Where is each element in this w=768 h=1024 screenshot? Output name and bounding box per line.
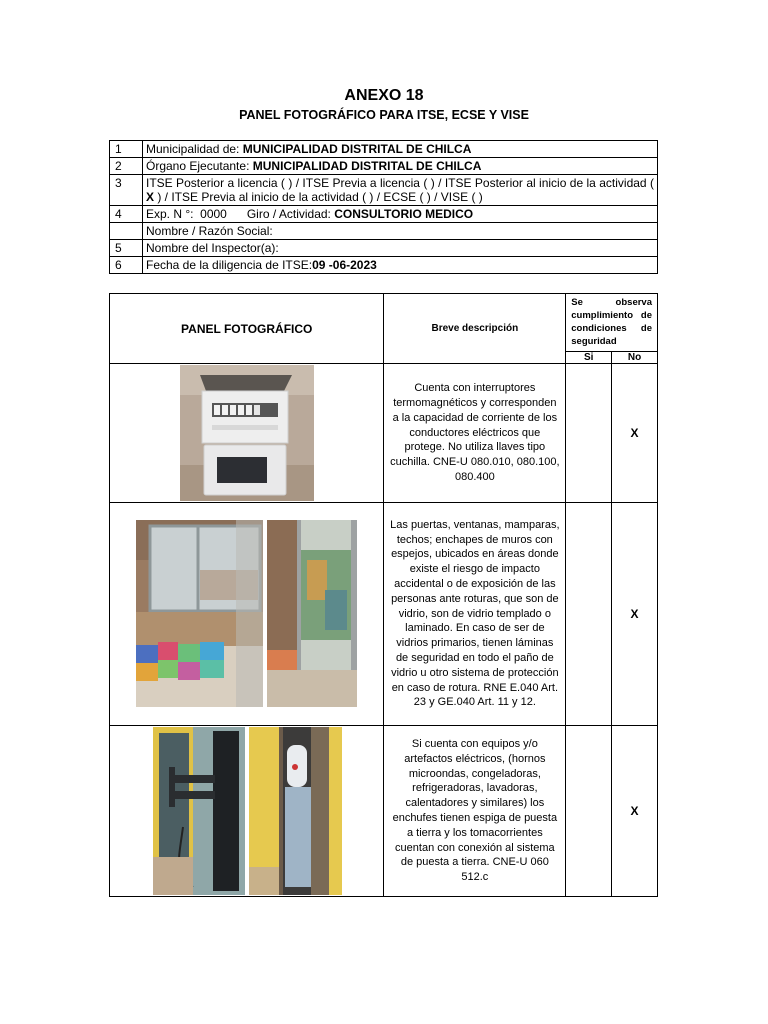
row-3-no: X	[612, 726, 658, 897]
photo-cell-3	[110, 726, 384, 897]
row-number: 3	[110, 175, 143, 206]
date-label: Fecha de la diligencia de ITSE:	[146, 258, 313, 272]
window-photo	[136, 520, 263, 707]
business-name-label: Nombre / Razón Social:	[143, 223, 658, 240]
municipality-label: Municipalidad de:	[146, 142, 243, 156]
info-row-6	[110, 257, 658, 274]
info-row-3	[110, 175, 658, 206]
row-1-no: X	[612, 364, 658, 503]
info-row-5	[110, 240, 658, 257]
activity-value: CONSULTORIO MEDICO	[334, 207, 474, 221]
header-description: Breve descripción	[384, 294, 566, 364]
header-si: Si	[566, 351, 612, 363]
panel-row-2	[110, 503, 658, 726]
row-3-description: Si cuenta con equipos y/o artefactos eléctricos, (hornos microondas, congeladoras, refrigeradoras, lavadoras, calentadores y similares) los enchufes tienen espiga de puesta a tierra y los tomacorrientes cuentan con conexión al sistema de puesta a tierra. CNE-U 060 512.c	[384, 726, 566, 897]
info-row-2	[110, 158, 658, 175]
municipality-value: MUNICIPALIDAD DISTRITAL DE CHILCA	[242, 142, 472, 156]
document-title: ANEXO 18	[344, 87, 424, 104]
photo-cell-1	[110, 364, 384, 503]
row-number: 1	[110, 141, 143, 158]
row-1-si	[566, 364, 612, 503]
itse-type-text: ITSE Posterior a licencia ( ) / ITSE Previa a licencia ( ) / ITSE Posterior al inicio de la actividad (	[146, 176, 654, 190]
info-row-business-name	[110, 223, 658, 240]
itse-type-text-2: ) / ITSE Previa al inicio de la actividad ( ) / ECSE ( ) / VISE ( )	[154, 190, 483, 204]
date-value: 09 -06-2023	[312, 258, 377, 272]
expediente-label: Exp. N °: 0000 Giro / Actividad:	[146, 207, 335, 221]
row-number: 2	[110, 158, 143, 175]
panel-header-row	[110, 294, 658, 352]
photo-panel-table	[109, 293, 658, 897]
info-row-1	[110, 141, 658, 158]
organ-value: MUNICIPALIDAD DISTRITAL DE CHILCA	[252, 159, 482, 173]
itse-type-mark: X	[146, 190, 155, 204]
water-heater-photo	[249, 727, 342, 895]
info-row-4	[110, 206, 658, 223]
row-2-description: Las puertas, ventanas, mamparas, techos; enchapes de muros con espejos, ubicados en áreas donde existe el riesgo de impacto accidental o de exposición de las personas ante roturas, que son de vidrio, son de vidrio templado o laminado. En caso de ser de vidrios primarios, tienen láminas de seguridad en todo el paño de vidrio u otro sistema de protección en caso de rotura. RNE E.040 Art. 23 y GE.040 Art. 11 y 12.	[384, 503, 566, 726]
header-observation: Se observa cumplimiento de condiciones de seguridad	[566, 294, 658, 352]
row-1-description: Cuenta con interruptores termomagnéticos y corresponden a la capacidad de corriente de los conductores eléctricos que protege. No utiliza llaves tipo cuchilla. CNE-U 080.010, 080.100, 080.400	[384, 364, 566, 503]
tv-mount-photo	[153, 727, 245, 895]
electrical-panel-photo	[180, 365, 314, 501]
row-number: 4	[110, 206, 143, 223]
header-no: No	[612, 351, 658, 363]
panel-row-3	[110, 726, 658, 897]
organ-label: Órgano Ejecutante:	[146, 159, 253, 173]
photo-cell-2	[110, 503, 384, 726]
row-2-no: X	[612, 503, 658, 726]
inspector-label: Nombre del Inspector(a):	[143, 240, 658, 257]
row-number: 6	[110, 257, 143, 274]
row-2-si	[566, 503, 612, 726]
row-3-si	[566, 726, 612, 897]
document-subtitle: PANEL FOTOGRÁFICO PARA ITSE, ECSE Y VISE	[239, 108, 529, 122]
row-number: 5	[110, 240, 143, 257]
glass-door-photo	[267, 520, 357, 707]
header-panel: PANEL FOTOGRÁFICO	[110, 294, 384, 364]
info-table	[109, 140, 658, 274]
panel-row-1	[110, 364, 658, 503]
